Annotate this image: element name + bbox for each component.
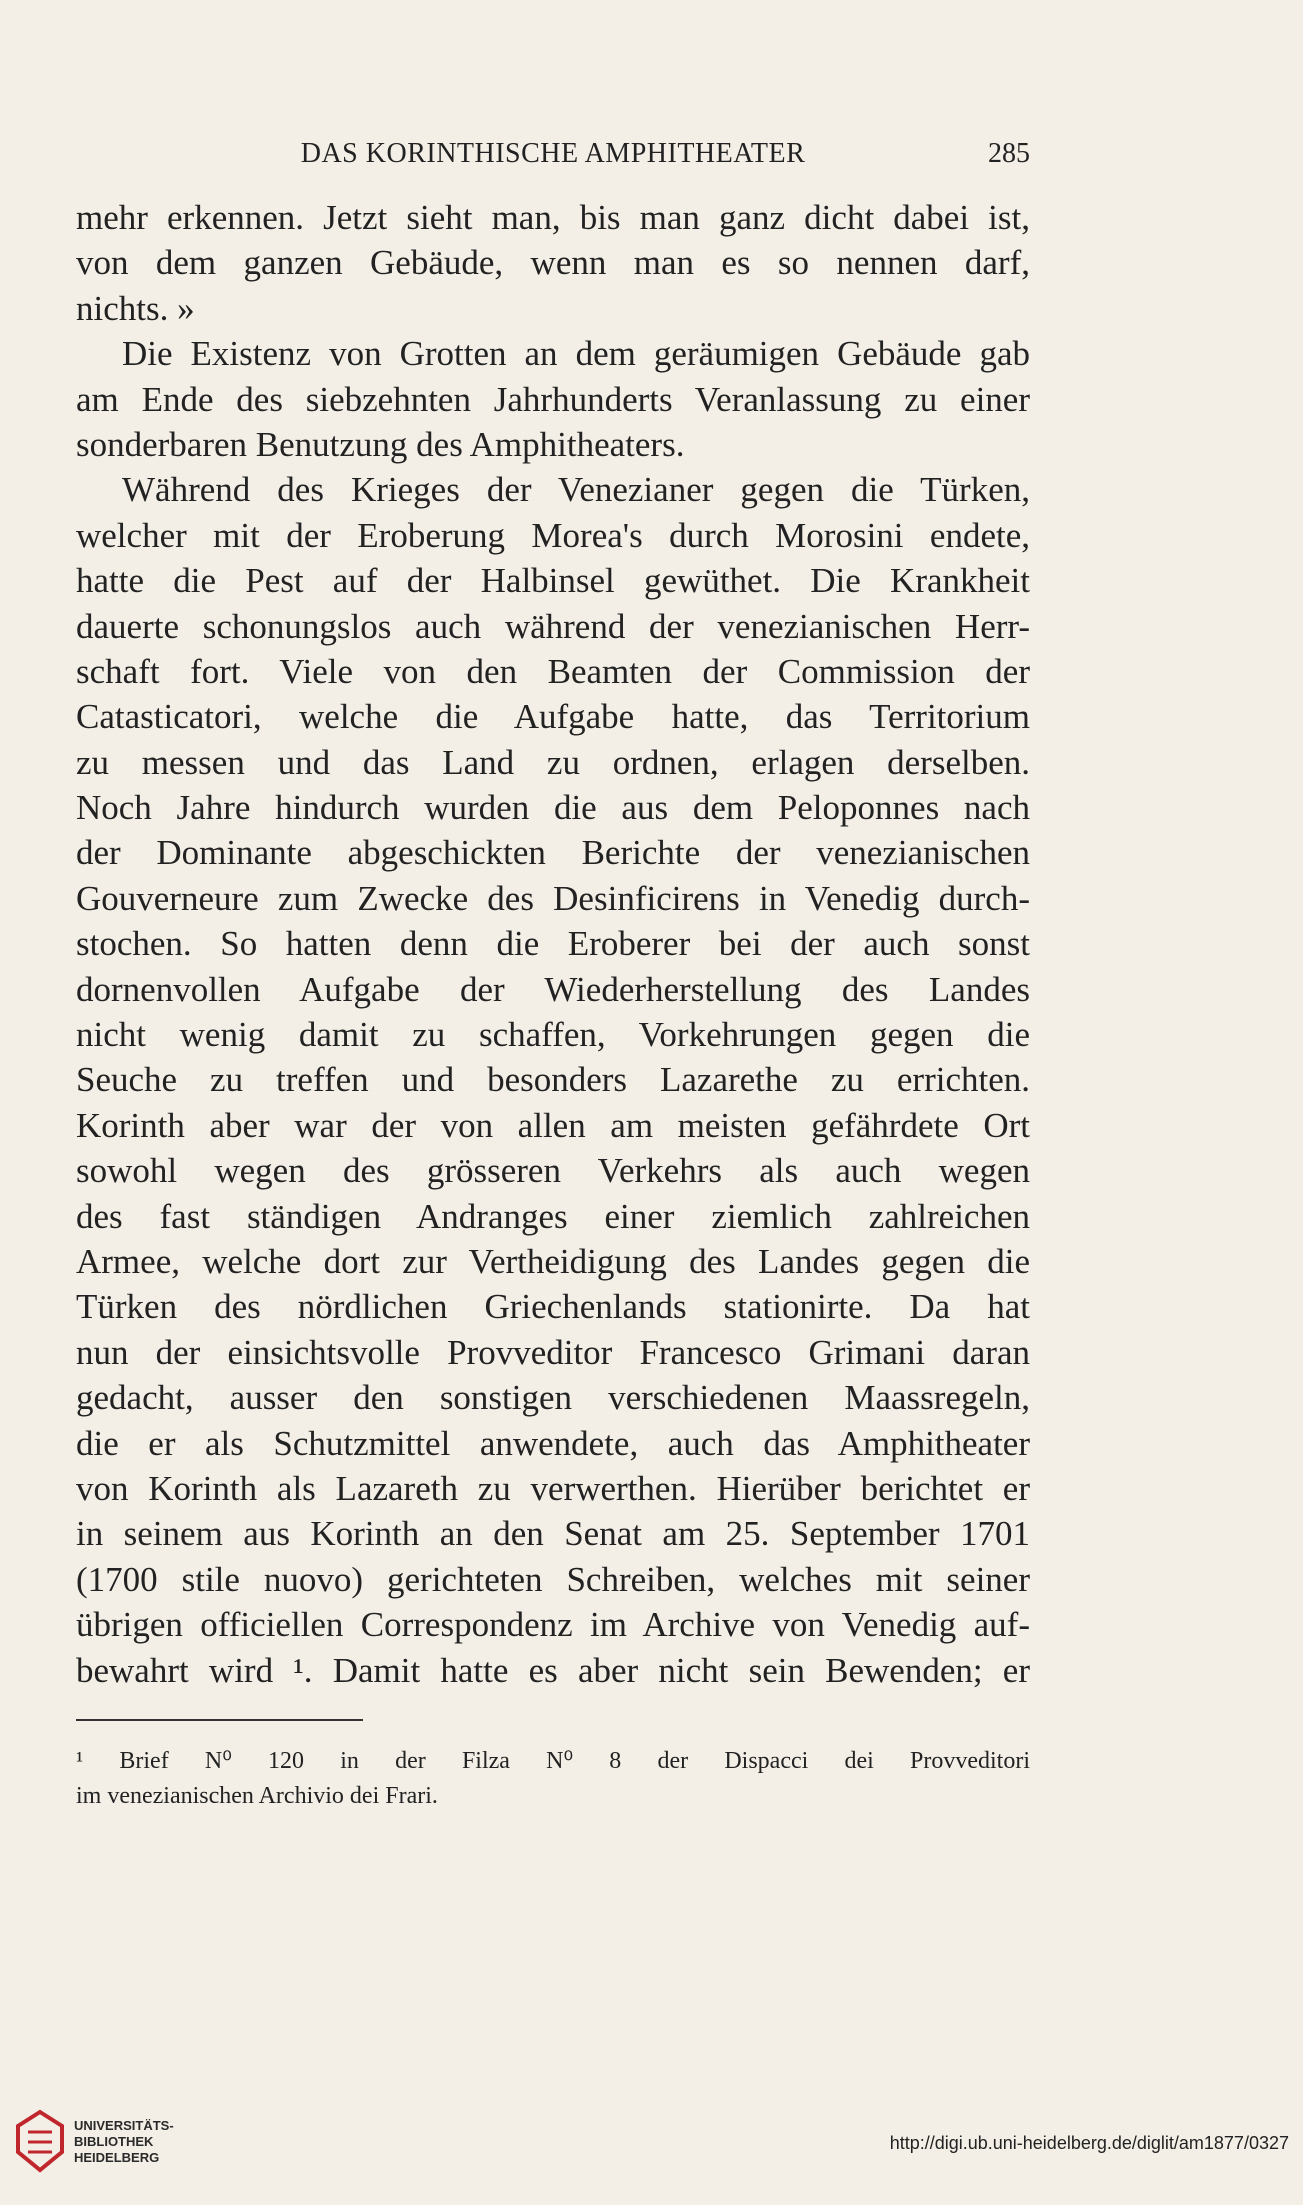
text-line: dauerte schonungslos auch während der venezianischen Herr- — [76, 606, 1030, 646]
running-title: DAS KORINTHISCHE AMPHITHEATER — [300, 138, 806, 169]
text-line: die er als Schutzmittel anwendete, auch das Amphitheater — [76, 1423, 1030, 1463]
text-line: sowohl wegen des grösseren Verkehrs als auch wegen — [76, 1151, 1030, 1191]
text-line: des fast ständigen Andranges einer ziemlich zahlreichen — [76, 1196, 1030, 1236]
text-line: Korinth aber war der von allen am meisten gefährdete Ort — [76, 1105, 1030, 1145]
logo-line: UNIVERSITÄTS- — [74, 2118, 174, 2133]
text-line: gedacht, ausser den sonstigen verschiedenen Maassregeln, — [76, 1378, 1030, 1418]
text-line: am Ende des siebzehnten Jahrhunderts Veranlassung zu einer — [76, 379, 1030, 419]
text-line: von dem ganzen Gebäude, wenn man es so nennen darf, — [76, 243, 1030, 283]
text-line: hatte die Pest auf der Halbinsel gewüthet. Die Krankheit — [76, 561, 1030, 601]
footnote-line: im venezianischen Archivio dei Frari. — [76, 1783, 438, 1809]
footnote-line: ¹ Brief N⁰ 120 in der Filza N⁰ 8 der Dispacci dei Provveditori — [76, 1748, 1030, 1774]
text-line: Noch Jahre hindurch wurden die aus dem Peloponnes nach — [76, 788, 1030, 828]
text-line: zu messen und das Land zu ordnen, erlagen derselben. — [76, 742, 1030, 782]
text-line: mehr erkennen. Jetzt sieht man, bis man ganz dicht dabei ist, — [76, 198, 1030, 237]
logo-text — [74, 2118, 174, 2166]
logo-line: HEIDELBERG — [74, 2150, 160, 2165]
text-line: nun der einsichtsvolle Provveditor Francesco Grimani daran — [76, 1332, 1030, 1372]
text-line: bewahrt wird ¹. Damit hatte es aber nicht sein Bewenden; er — [76, 1650, 1030, 1690]
text-line: stochen. So hatten denn die Eroberer bei der auch sonst — [76, 924, 1030, 964]
running-header — [76, 138, 1030, 178]
text-line: welcher mit der Eroberung Morea's durch Morosini endete, — [76, 515, 1030, 555]
text-line: Armee, welche dort zur Vertheidigung des Landes gegen die — [76, 1241, 1030, 1281]
footnote-rule — [76, 1719, 363, 1721]
text-line: Die Existenz von Grotten an dem geräumigen Gebäude gab — [122, 334, 1030, 374]
text-line: dornenvollen Aufgabe der Wiederherstellung des Landes — [76, 969, 1030, 1009]
text-line: nichts. » — [76, 288, 195, 328]
page-number: 285 — [988, 138, 1030, 169]
text-line: schaft fort. Viele von den Beamten der Commission der — [76, 651, 1030, 691]
text-line: übrigen officiellen Correspondenz im Archive von Venedig auf- — [76, 1605, 1030, 1645]
text-line: Seuche zu treffen und besonders Lazarethe zu errichten. — [76, 1060, 1030, 1100]
text-line: in seinem aus Korinth an den Senat am 25. September 1701 — [76, 1514, 1030, 1554]
text-line: Während des Krieges der Venezianer gegen die Türken, — [122, 470, 1030, 510]
text-line: (1700 stile nuovo) gerichteten Schreiben, welches mit seiner — [76, 1559, 1030, 1599]
text-line: von Korinth als Lazareth zu verwerthen. Hierüber berichtet er — [76, 1468, 1030, 1508]
footnotes — [76, 1744, 1030, 1814]
text-line: der Dominante abgeschickten Berichte der venezianischen — [76, 833, 1030, 873]
heidelberg-emblem-icon — [12, 2108, 68, 2174]
text-line: nicht wenig damit zu schaffen, Vorkehrungen gegen die — [76, 1015, 1030, 1055]
text-line: Gouverneure zum Zwecke des Desinficirens in Venedig durch- — [76, 878, 1030, 918]
library-logo — [12, 2108, 182, 2178]
logo-line: BIBLIOTHEK — [74, 2134, 154, 2149]
text-line: sonderbaren Benutzung des Amphitheaters. — [76, 424, 685, 464]
source-url[interactable]: http://digi.ub.uni-heidelberg.de/diglit/am1877/0327 — [889, 2133, 1289, 2153]
body-text — [76, 195, 1030, 1693]
text-line: Türken des nördlichen Griechenlands stationirte. Da hat — [76, 1287, 1030, 1327]
text-line: Catasticatori, welche die Aufgabe hatte, das Territorium — [76, 697, 1030, 737]
